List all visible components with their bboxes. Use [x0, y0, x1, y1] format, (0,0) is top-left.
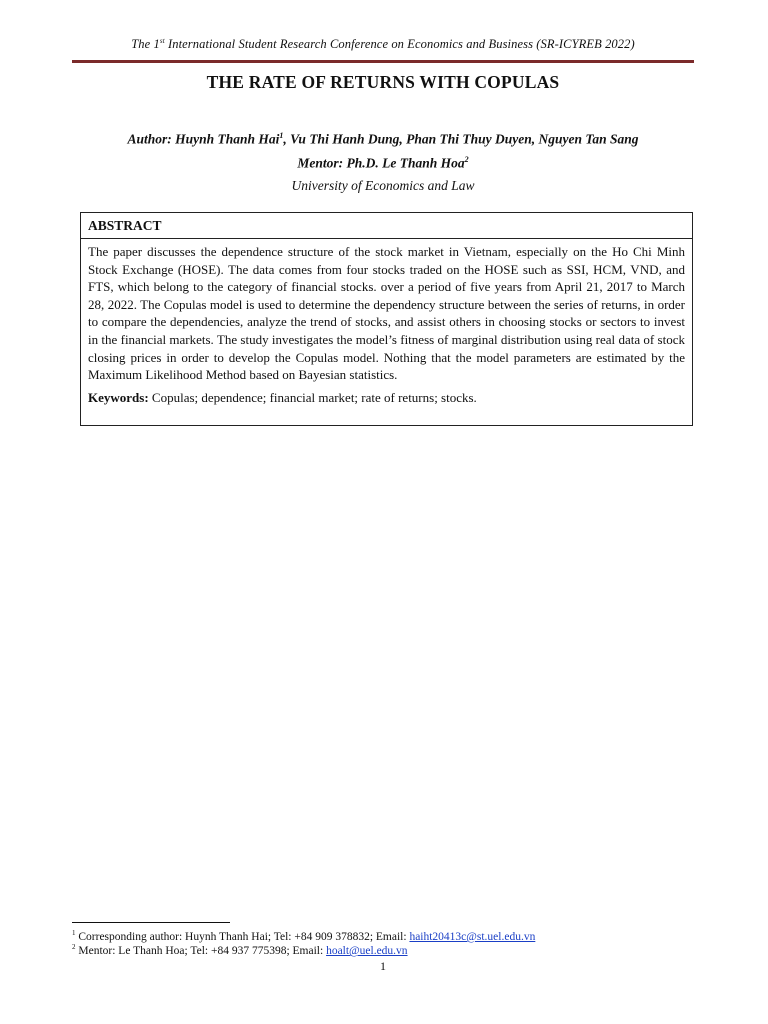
- first-author: Huynh Thanh Hai: [175, 131, 280, 147]
- footnote-1-text: Corresponding author: Huynh Thanh Hai; Tel: +84 909 378832; Email:: [75, 930, 410, 943]
- keywords-line: [81, 384, 692, 406]
- footnote-2-mark: 2: [72, 943, 76, 951]
- page-number: 1: [380, 959, 386, 973]
- running-header: [72, 37, 694, 52]
- abstract-body: The paper discusses the dependence structure of the stock market in Vietnam, especially on the Ho Chi Minh Stock Exchange (HOSE). The data comes from four stocks traded on the HOSE such as SSI, HCM, VND, and FTS, which belong to the category of financial stocks. over a period of five years from April 21, 2017 to March 28, 2022. The Copulas model is used to determine the dependency structure between the series of returns, in order to compare the dependencies, analyze the trend of stocks, and assist others in choosing stocks or sectors to invest in the financial markets. The study investigates the model’s fitness of marginal distribution using real data of stock closing prices in order to develop the Copulas model. Nothing that the model parameters are estimated by the Maximum Likelihood Method based on Bayesian statistics.: [88, 244, 685, 383]
- mentor-label: Mentor:: [297, 155, 347, 171]
- mentor-name: Ph.D. Le Thanh Hoa: [346, 155, 465, 171]
- header-divider: [72, 60, 694, 63]
- footnote-1-mark: 1: [72, 929, 76, 937]
- running-header-ordinal: st: [159, 37, 165, 45]
- footnote-2-text: Mentor: Le Thanh Hoa; Tel: +84 937 775398; Email:: [75, 944, 327, 957]
- keywords-label: Keywords:: [88, 389, 149, 405]
- abstract-heading: ABSTRACT: [81, 213, 692, 239]
- other-authors: , Vu Thi Hanh Dung, Phan Thi Thuy Duyen, Nguyen Tan Sang: [283, 131, 639, 147]
- running-header-text-post: International Student Research Conference on Economics and Business (SR-ICYREB 2022): [164, 37, 635, 52]
- author-line: [72, 131, 694, 148]
- abstract-box: [80, 212, 693, 426]
- footnote-2-email-link[interactable]: hoalt@uel.edu.vn: [326, 944, 408, 957]
- footnote-2: [72, 940, 694, 958]
- author-label: Author:: [127, 131, 176, 147]
- mentor-line: [72, 155, 694, 172]
- first-author-footnote-mark[interactable]: 1: [279, 131, 284, 140]
- paper-title: THE RATE OF RETURNS WITH COPULAS: [206, 72, 560, 92]
- mentor-footnote-mark[interactable]: 2: [464, 155, 469, 164]
- affiliation: University of Economics and Law: [291, 178, 475, 193]
- running-header-text-pre: The 1: [131, 37, 160, 52]
- footnote-1-email-link[interactable]: haiht20413c@st.uel.edu.vn: [409, 930, 536, 943]
- footnote-divider: [72, 922, 230, 923]
- keywords-list: Copulas; dependence; financial market; rate of returns; stocks.: [148, 389, 477, 405]
